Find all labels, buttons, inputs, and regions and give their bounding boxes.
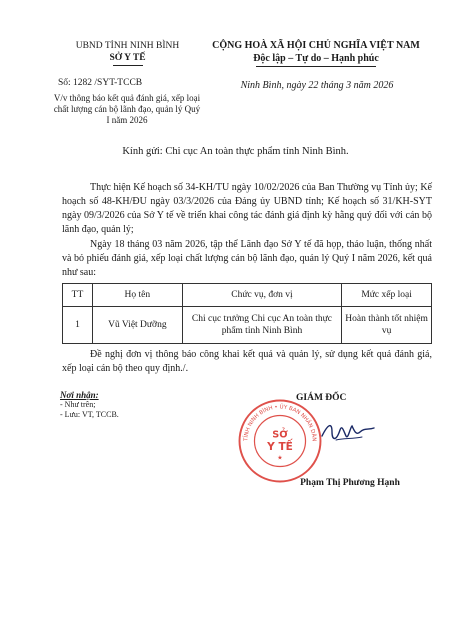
issuing-agency-block: [55, 40, 200, 66]
cell-name: Vũ Việt Dưỡng: [92, 307, 182, 344]
svg-text:★: ★: [277, 455, 283, 462]
body-paragraph-1: Thực hiện Kế hoạch số 34-KH/TU ngày 10/02/2026 của Ban Thường vụ Tỉnh ủy; Kế hoạch số 48-KH/ĐU ngày 03/3/2026 của Đảng ủy UBND tỉnh; Kế hoạch số 31/KH-SYT ngày 09/3/2026 của Sở Y tế về triển khai công tác đánh giá định kỳ hằng quý đối với cán bộ lãnh đạo, quản lý;: [62, 182, 432, 235]
recipients-title: Nơi nhận:: [60, 390, 99, 400]
col-header-name: Họ tên: [92, 284, 182, 307]
document-number: Số: 1282 /SYT-TCCB: [58, 78, 143, 88]
signer-name: Phạm Thị Phương Hạnh: [300, 478, 400, 488]
col-header-rating: Mức xếp loại: [342, 284, 432, 307]
addressee: Kính gửi: Chi cục An toàn thực phẩm tỉnh Ninh Bình.: [122, 146, 349, 157]
handwritten-signature: [318, 418, 378, 448]
national-motto-block: [198, 40, 434, 67]
cell-position: Chi cục trưởng Chi cục An toàn thực phẩm tỉnh Ninh Bình: [182, 307, 341, 344]
motto-underline: [256, 66, 376, 67]
col-header-index: TT: [63, 284, 93, 307]
seal-ring-text: TỈNH NINH BÌNH • ỦY BAN NHÂN DÂN: [243, 404, 317, 442]
country-name: CỘNG HOÀ XÃ HỘI CHỦ NGHĨA VIỆT NAM: [212, 40, 420, 51]
recipients-list: [60, 390, 119, 420]
document-subject: V/v thông báo kết quả đánh giá, xếp loại chất lượng cán bộ lãnh đạo, quản lý Quý I năm 2026: [53, 93, 201, 125]
agency-underline: [113, 65, 143, 66]
result-table: [62, 283, 432, 344]
recipient-item: - Lưu: VT, TCCB.: [60, 410, 119, 419]
svg-text:SỞ: SỞ: [272, 429, 288, 441]
body-paragraph-3: Đề nghị đơn vị thông báo công khai kết quả và quản lý, sử dụng kết quả đánh giá, xếp loại cán bộ theo quy định./.: [62, 349, 432, 374]
official-seal-stamp: [236, 397, 324, 485]
col-header-position: Chức vụ, đơn vị: [182, 284, 341, 307]
table-row: [63, 307, 432, 344]
table-header-row: [63, 284, 432, 307]
svg-text:Y TẾ: Y TẾ: [267, 440, 293, 453]
place-date: Ninh Bình, ngày 22 tháng 3 năm 2026: [240, 80, 394, 91]
recipient-item: - Như trên;: [60, 400, 96, 409]
agency-name: SỞ Y TẾ: [109, 53, 146, 63]
motto: Độc lập – Tự do – Hạnh phúc: [253, 53, 379, 64]
agency-parent: UBND TỈNH NINH BÌNH: [75, 41, 180, 51]
cell-rating: Hoàn thành tốt nhiệm vụ: [342, 307, 432, 344]
cell-index: 1: [63, 307, 93, 344]
signer-title: GIÁM ĐỐC: [296, 393, 347, 403]
body-paragraph-2: Ngày 18 tháng 03 năm 2026, tập thể Lãnh đạo Sở Y tế đã họp, thảo luận, thống nhất và bỏ phiếu đánh giá, xếp loại chất lượng cán bộ lãnh đạo, quản lý Quý I năm 2026, kết quả như sau:: [62, 239, 432, 278]
